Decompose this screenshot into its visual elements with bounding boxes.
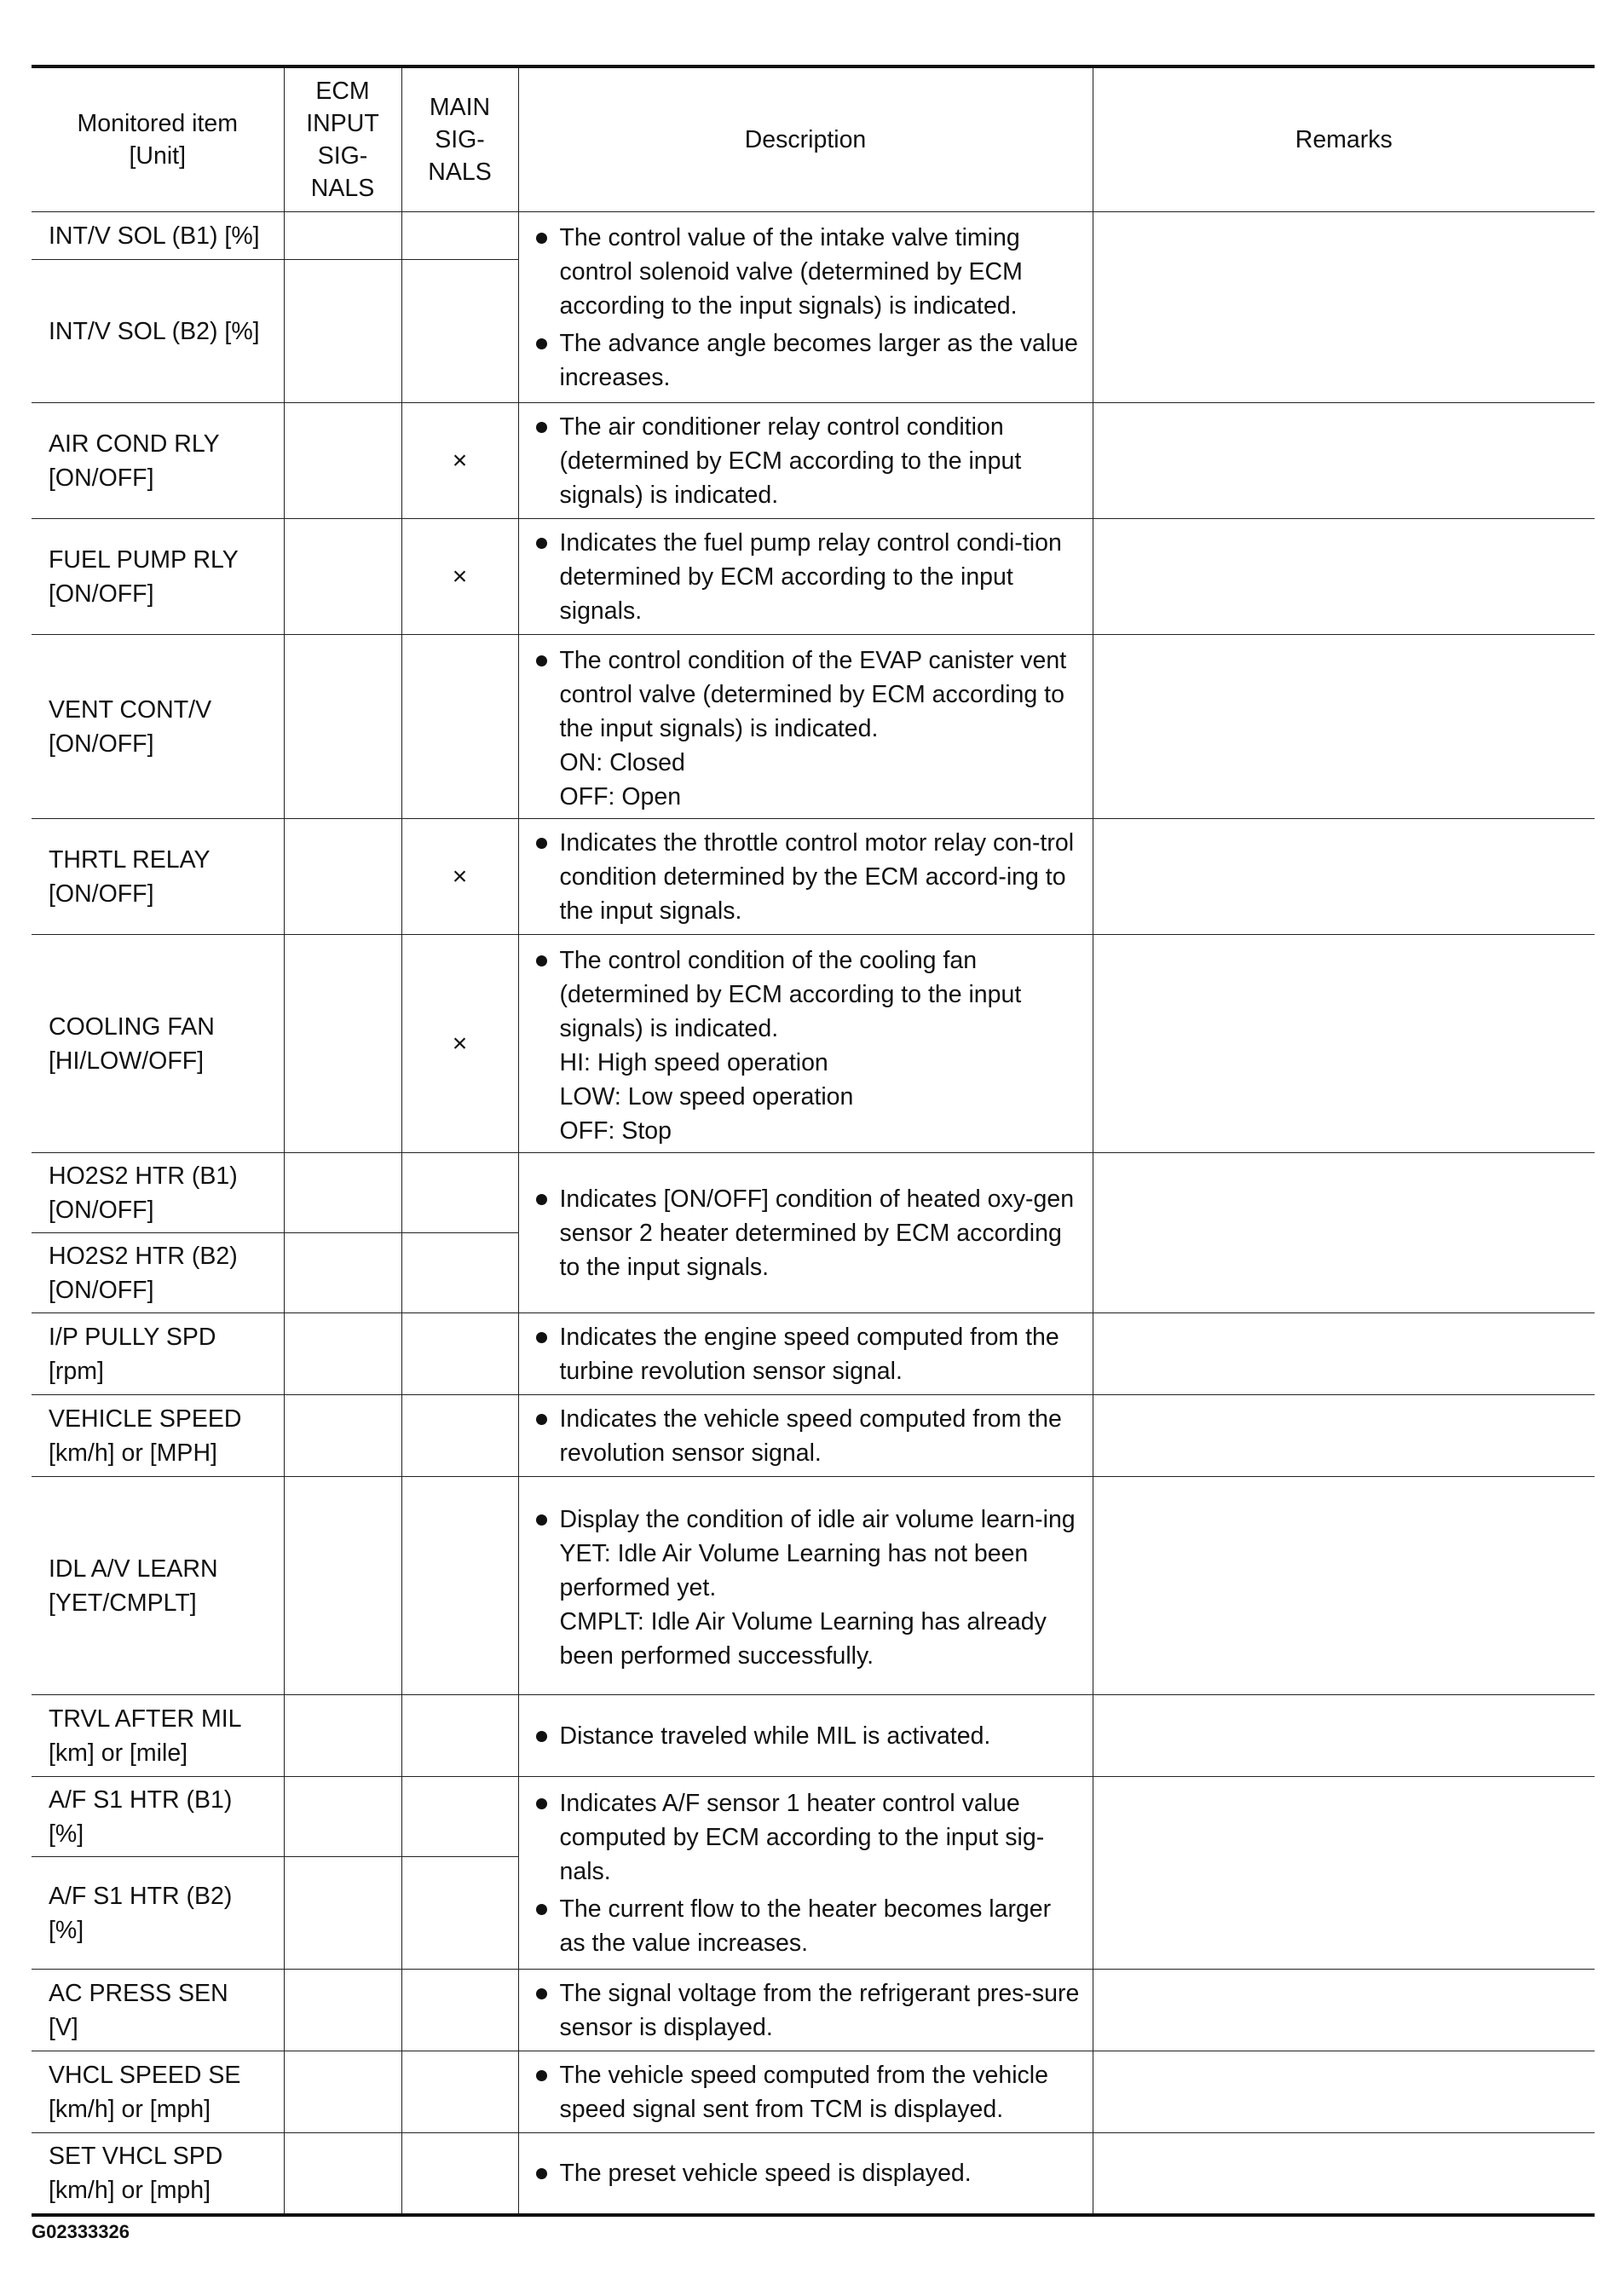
description-cell — [518, 1313, 1093, 1395]
table-header-row — [32, 66, 1595, 212]
description-cell — [518, 935, 1093, 1153]
monitored-item-text: HO2S2 HTR (B1) — [49, 1162, 238, 1190]
ecm-input-signal-cell — [284, 1777, 401, 1857]
header-description: Description — [518, 66, 1093, 212]
monitored-item-text: [ON/OFF] — [49, 1276, 154, 1304]
monitored-item-text: [ON/OFF] — [49, 464, 154, 492]
remarks-cell — [1093, 1395, 1595, 1477]
description-list — [533, 526, 1081, 628]
description-bullet: Indicates the throttle control motor relay con-trol condition determined by the ECM accord-ing to the input signals. — [533, 826, 1081, 928]
ecm-input-signal-cell — [284, 1153, 401, 1233]
table-row — [32, 1477, 1595, 1695]
ecm-input-signal-cell — [284, 1395, 401, 1477]
monitored-item-cell — [32, 2133, 284, 2215]
ecm-input-signal-cell — [284, 1970, 401, 2051]
document-page — [32, 65, 1595, 2217]
monitored-item-text: IDL A/V LEARN — [49, 1555, 218, 1583]
table-row — [32, 1695, 1595, 1777]
description-list — [533, 1786, 1081, 1960]
remarks-cell — [1093, 2133, 1595, 2215]
description-list — [533, 1976, 1081, 2045]
description-list — [533, 1320, 1081, 1388]
ecm-input-signal-cell — [284, 2133, 401, 2215]
description-cell — [518, 1970, 1093, 2051]
monitored-item-text: [V] — [49, 2013, 78, 2041]
monitored-item-cell — [32, 1395, 284, 1477]
monitored-item-text: HO2S2 HTR (B2) — [49, 1242, 238, 1270]
monitored-item-cell — [32, 1695, 284, 1777]
description-bullet: The advance angle becomes larger as the value increases. — [533, 326, 1081, 395]
remarks-cell — [1093, 1777, 1595, 1970]
monitored-item-cell — [32, 1313, 284, 1395]
description-list — [533, 1402, 1081, 1470]
description-cell — [518, 1695, 1093, 1777]
monitored-item-text: TRVL AFTER MIL — [49, 1705, 242, 1733]
monitored-item-cell — [32, 1233, 284, 1313]
description-extra-line: HI: High speed operation — [559, 1048, 828, 1076]
description-extra-line: LOW: Low speed operation — [559, 1082, 854, 1111]
ecm-input-signal-cell — [284, 403, 401, 519]
ecm-input-signal-cell — [284, 519, 401, 635]
description-bullet: Distance traveled while MIL is activated. — [533, 1719, 1081, 1753]
main-signal-cell — [401, 1777, 518, 1857]
description-bullet: The control value of the intake valve timing control solenoid valve (determined by ECM according to the input signals) is indicated. — [533, 221, 1081, 323]
monitored-item-text: [%] — [49, 1916, 84, 1944]
table-row — [32, 935, 1595, 1153]
description-list — [533, 943, 1081, 1046]
header-remarks: Remarks — [1093, 66, 1595, 212]
monitored-item-text: [ON/OFF] — [49, 580, 154, 608]
remarks-cell — [1093, 519, 1595, 635]
monitored-item-cell — [32, 1970, 284, 2051]
main-signal-cell — [401, 1233, 518, 1313]
description-cell — [518, 1477, 1093, 1695]
main-signal-cell — [401, 635, 518, 819]
table-row — [32, 2133, 1595, 2215]
table-row — [32, 1313, 1595, 1395]
remarks-cell — [1093, 819, 1595, 935]
description-cell — [518, 519, 1093, 635]
description-bullet: The air conditioner relay control condition (determined by ECM according to the input signals) is indicated. — [533, 410, 1081, 512]
monitored-item-text: INT/V SOL (B1) [%] — [49, 222, 260, 250]
description-bullet: Indicates the engine speed computed from the turbine revolution sensor signal. — [533, 1320, 1081, 1388]
description-extra — [533, 1537, 1081, 1673]
ecm-input-signal-cell — [284, 1313, 401, 1395]
description-extra-line: ON: Closed — [559, 748, 685, 776]
monitored-item-text: [%] — [49, 1820, 84, 1848]
ecm-input-signal-cell — [284, 1233, 401, 1313]
monitored-item-text: SET VHCL SPD — [49, 2142, 223, 2170]
description-extra — [533, 746, 1081, 814]
description-bullet: The preset vehicle speed is displayed. — [533, 2156, 1081, 2190]
ecm-input-signal-cell — [284, 1477, 401, 1695]
main-signal-cell — [401, 260, 518, 403]
description-cell — [518, 2051, 1093, 2133]
table-row — [32, 1970, 1595, 2051]
description-list — [533, 221, 1081, 395]
ecm-input-signal-cell — [284, 260, 401, 403]
monitored-item-cell — [32, 1153, 284, 1233]
monitored-item-cell — [32, 635, 284, 819]
header-monitored-item: Monitored item [Unit] — [32, 66, 284, 212]
remarks-cell — [1093, 1313, 1595, 1395]
main-signal-cell — [401, 1970, 518, 2051]
description-list — [533, 1182, 1081, 1284]
table-row — [32, 403, 1595, 519]
monitored-item-text: AC PRESS SEN — [49, 1979, 228, 2007]
main-signal-cell — [401, 1695, 518, 1777]
monitored-item-text: [ON/OFF] — [49, 730, 154, 758]
main-signal-cell — [401, 2133, 518, 2215]
remarks-cell — [1093, 1153, 1595, 1313]
monitored-items-table — [32, 65, 1595, 2217]
monitored-item-text: FUEL PUMP RLY — [49, 545, 239, 574]
monitored-item-text: [km/h] or [MPH] — [49, 1439, 217, 1467]
remarks-cell — [1093, 1695, 1595, 1777]
description-cell — [518, 403, 1093, 519]
main-signal-cell — [401, 1857, 518, 1970]
monitored-item-text: VENT CONT/V — [49, 695, 212, 724]
monitored-item-cell — [32, 1857, 284, 1970]
monitored-item-text: VEHICLE SPEED — [49, 1405, 242, 1433]
table-row — [32, 819, 1595, 935]
description-extra-line: OFF: Open — [559, 782, 682, 811]
monitored-item-text: VHCL SPEED SE — [49, 2061, 241, 2089]
remarks-cell — [1093, 935, 1595, 1153]
description-list — [533, 826, 1081, 928]
description-cell — [518, 1777, 1093, 1970]
ecm-input-signal-cell — [284, 1695, 401, 1777]
monitored-item-text: [km] or [mile] — [49, 1739, 188, 1767]
description-list — [533, 2058, 1081, 2126]
description-cell — [518, 1153, 1093, 1313]
table-row — [32, 1395, 1595, 1477]
description-cell — [518, 635, 1093, 819]
ecm-input-signal-cell — [284, 935, 401, 1153]
monitored-item-cell — [32, 1477, 284, 1695]
main-signal-cell — [401, 2051, 518, 2133]
table-row — [32, 2051, 1595, 2133]
remarks-cell — [1093, 2051, 1595, 2133]
description-list — [533, 643, 1081, 746]
figure-id-label: G02333326 — [32, 2221, 130, 2242]
monitored-item-text: COOLING FAN — [49, 1012, 215, 1041]
description-list — [533, 2156, 1081, 2190]
monitored-item-text: A/F S1 HTR (B1) — [49, 1785, 233, 1814]
remarks-cell — [1093, 1970, 1595, 2051]
description-list — [533, 1503, 1081, 1537]
table-body — [32, 212, 1595, 2215]
ecm-input-signal-cell — [284, 1857, 401, 1970]
table-row — [32, 212, 1595, 260]
main-signal-cell — [401, 1313, 518, 1395]
monitored-item-cell — [32, 1777, 284, 1857]
header-ecm-input-signals: ECM INPUT SIG- NALS — [284, 66, 401, 212]
monitored-item-text: [km/h] or [mph] — [49, 2095, 211, 2123]
ecm-input-signal-cell — [284, 212, 401, 260]
remarks-cell — [1093, 635, 1595, 819]
monitored-item-text: THRTL RELAY — [49, 845, 211, 874]
description-cell — [518, 2133, 1093, 2215]
main-signal-cell: × — [401, 403, 518, 519]
description-extra — [533, 1046, 1081, 1148]
monitored-item-cell — [32, 935, 284, 1153]
description-list — [533, 410, 1081, 512]
description-cell — [518, 1395, 1093, 1477]
monitored-item-cell — [32, 2051, 284, 2133]
table-row — [32, 1777, 1595, 1857]
main-signal-cell — [401, 212, 518, 260]
description-bullet: The vehicle speed computed from the vehicle speed signal sent from TCM is displayed. — [533, 2058, 1081, 2126]
ecm-input-signal-cell — [284, 635, 401, 819]
monitored-item-text: [HI/LOW/OFF] — [49, 1047, 205, 1075]
description-cell — [518, 819, 1093, 935]
monitored-item-cell — [32, 212, 284, 260]
main-signal-cell — [401, 1153, 518, 1233]
description-bullet: Indicates [ON/OFF] condition of heated oxy-gen sensor 2 heater determined by ECM according to the input signals. — [533, 1182, 1081, 1284]
ecm-input-signal-cell — [284, 2051, 401, 2133]
description-list — [533, 1719, 1081, 1753]
description-bullet: The control condition of the cooling fan (determined by ECM according to the input signals) is indicated. — [533, 943, 1081, 1046]
description-cell — [518, 212, 1093, 403]
description-bullet: Indicates the fuel pump relay control condi-tion determined by ECM according to the input signals. — [533, 526, 1081, 628]
main-signal-cell — [401, 1477, 518, 1695]
table-row — [32, 519, 1595, 635]
description-bullet: The current flow to the heater becomes larger as the value increases. — [533, 1892, 1081, 1960]
header-main-signals: MAIN SIG- NALS — [401, 66, 518, 212]
main-signal-cell: × — [401, 935, 518, 1153]
description-extra-line: OFF: Stop — [559, 1116, 672, 1145]
monitored-item-text: [ON/OFF] — [49, 880, 154, 908]
table-row — [32, 635, 1595, 819]
monitored-item-text: AIR COND RLY — [49, 430, 220, 458]
description-extra-line: YET: Idle Air Volume Learning has not been performed yet. — [559, 1539, 1029, 1601]
description-bullet: Indicates the vehicle speed computed from the revolution sensor signal. — [533, 1402, 1081, 1470]
monitored-item-cell — [32, 819, 284, 935]
monitored-item-text: [YET/CMPLT] — [49, 1589, 197, 1617]
remarks-cell — [1093, 403, 1595, 519]
monitored-item-text: INT/V SOL (B2) [%] — [49, 317, 260, 345]
description-bullet: Display the condition of idle air volume learn-ing — [533, 1503, 1081, 1537]
monitored-item-text: A/F S1 HTR (B2) — [49, 1882, 233, 1910]
remarks-cell — [1093, 1477, 1595, 1695]
main-signal-cell: × — [401, 519, 518, 635]
monitored-item-cell — [32, 260, 284, 403]
monitored-item-text: [ON/OFF] — [49, 1196, 154, 1224]
main-signal-cell: × — [401, 819, 518, 935]
description-extra-line: CMPLT: Idle Air Volume Learning has already been performed successfully. — [559, 1607, 1047, 1670]
description-bullet: The control condition of the EVAP canister vent control valve (determined by ECM according to the input signals) is indicated. — [533, 643, 1081, 746]
description-bullet: The signal voltage from the refrigerant pres-sure sensor is displayed. — [533, 1976, 1081, 2045]
monitored-item-text: [km/h] or [mph] — [49, 2176, 211, 2204]
monitored-item-text: I/P PULLY SPD — [49, 1323, 216, 1351]
main-signal-cell — [401, 1395, 518, 1477]
remarks-cell — [1093, 212, 1595, 403]
description-bullet: Indicates A/F sensor 1 heater control value computed by ECM according to the input sig-nals. — [533, 1786, 1081, 1889]
table-row — [32, 1153, 1595, 1233]
monitored-item-cell — [32, 403, 284, 519]
monitored-item-text: [rpm] — [49, 1357, 104, 1385]
ecm-input-signal-cell — [284, 819, 401, 935]
monitored-item-cell — [32, 519, 284, 635]
